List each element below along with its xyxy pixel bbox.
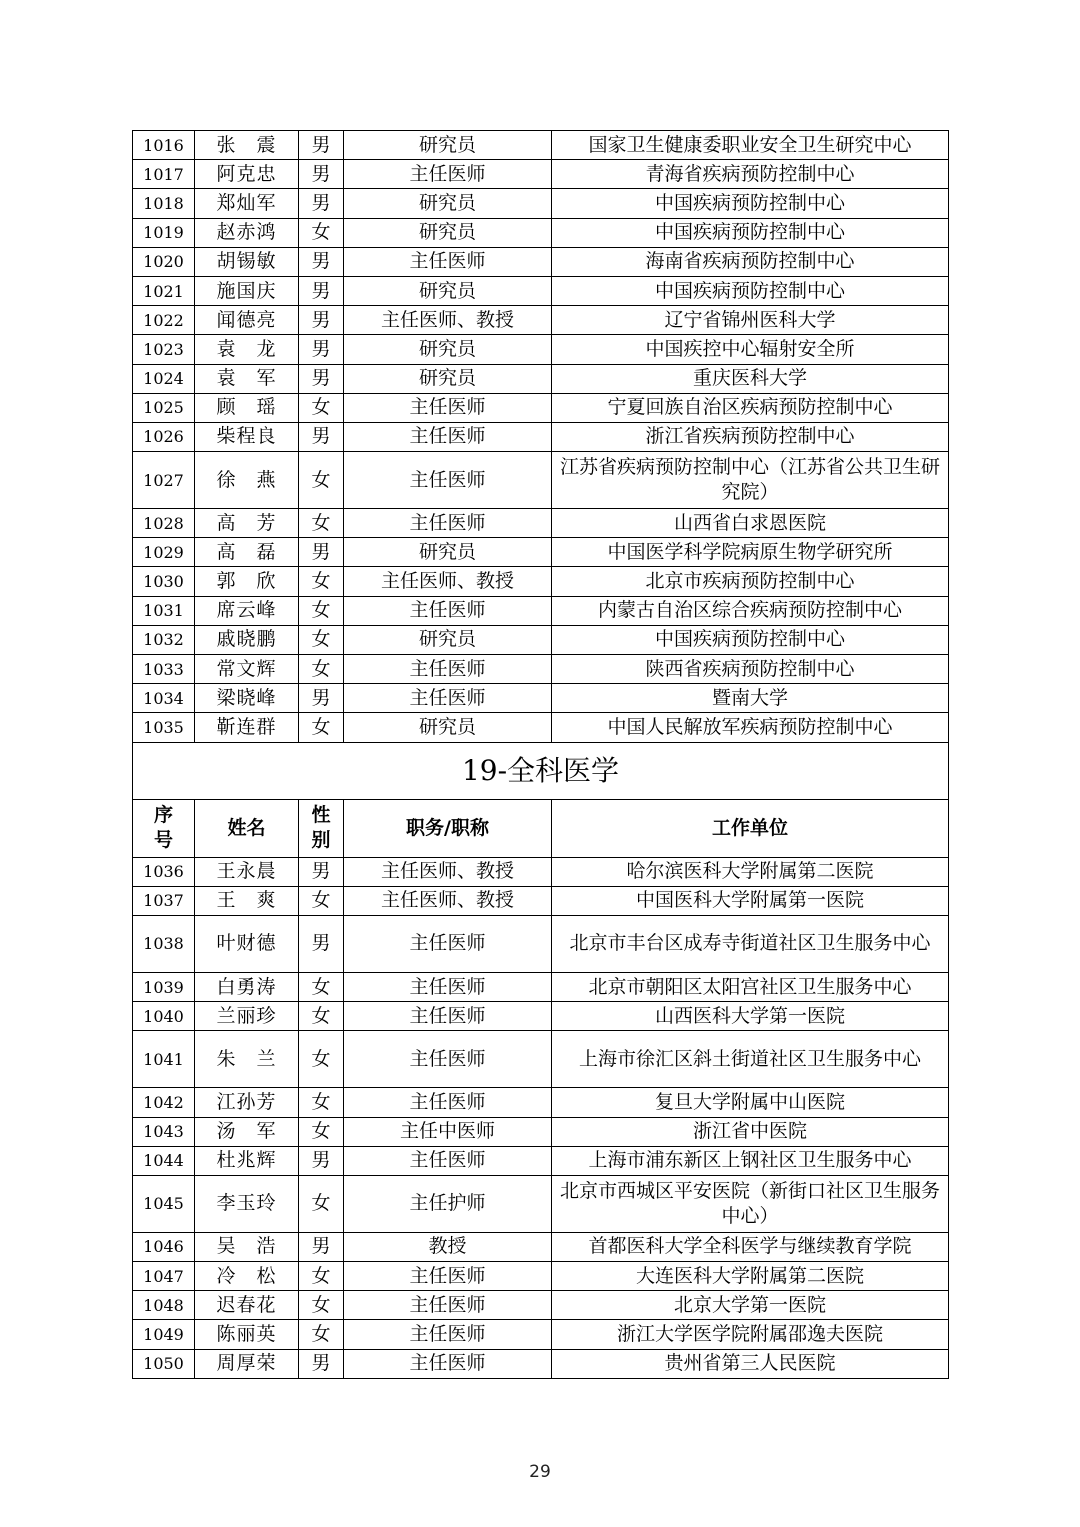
cell-no: 1020 bbox=[133, 247, 195, 276]
cell-name: 郑灿军 bbox=[195, 189, 299, 218]
cell-org: 山西医科大学第一医院 bbox=[552, 1002, 949, 1031]
cell-title: 主任医师 bbox=[344, 509, 552, 538]
table-row bbox=[133, 422, 949, 451]
table-row bbox=[133, 972, 949, 1001]
cell-name: 闻德亮 bbox=[195, 306, 299, 335]
cell-name: 白勇涛 bbox=[195, 972, 299, 1001]
cell-title: 主任医师 bbox=[344, 1088, 552, 1117]
cell-title: 主任医师、教授 bbox=[344, 306, 552, 335]
cell-sex: 女 bbox=[299, 625, 344, 654]
cell-name: 迟春花 bbox=[195, 1291, 299, 1320]
header-row bbox=[133, 799, 949, 857]
table-row bbox=[133, 393, 949, 422]
cell-no: 1030 bbox=[133, 567, 195, 596]
table-row bbox=[133, 538, 949, 567]
cell-no: 1047 bbox=[133, 1262, 195, 1291]
cell-no: 1024 bbox=[133, 364, 195, 393]
cell-title: 主任医师 bbox=[344, 1002, 552, 1031]
table-row bbox=[133, 1031, 949, 1088]
cell-sex: 女 bbox=[299, 1291, 344, 1320]
cell-org: 中国医学科学院病原生物学研究所 bbox=[552, 538, 949, 567]
cell-org: 哈尔滨医科大学附属第二医院 bbox=[552, 857, 949, 886]
cell-org: 中国疾病预防控制中心 bbox=[552, 625, 949, 654]
roster-body-part2 bbox=[133, 857, 949, 1378]
cell-org: 浙江省疾病预防控制中心 bbox=[552, 422, 949, 451]
table-row bbox=[133, 1002, 949, 1031]
cell-no: 1032 bbox=[133, 625, 195, 654]
cell-sex: 女 bbox=[299, 1117, 344, 1146]
table-row bbox=[133, 306, 949, 335]
cell-no: 1048 bbox=[133, 1291, 195, 1320]
cell-sex: 男 bbox=[299, 915, 344, 972]
cell-name: 徐 燕 bbox=[195, 452, 299, 509]
table-row bbox=[133, 596, 949, 625]
cell-no: 1029 bbox=[133, 538, 195, 567]
cell-no: 1021 bbox=[133, 276, 195, 305]
cell-org: 内蒙古自治区综合疾病预防控制中心 bbox=[552, 596, 949, 625]
header-no: 序号 bbox=[133, 799, 195, 857]
cell-org: 中国人民解放军疾病预防控制中心 bbox=[552, 713, 949, 742]
cell-name: 张 震 bbox=[195, 131, 299, 160]
table-row bbox=[133, 218, 949, 247]
cell-title: 主任医师 bbox=[344, 1031, 552, 1088]
cell-title: 研究员 bbox=[344, 538, 552, 567]
table-row bbox=[133, 247, 949, 276]
cell-title: 主任医师 bbox=[344, 915, 552, 972]
cell-sex: 男 bbox=[299, 1146, 344, 1175]
cell-sex: 男 bbox=[299, 857, 344, 886]
table-row bbox=[133, 189, 949, 218]
cell-sex: 女 bbox=[299, 218, 344, 247]
table-row bbox=[133, 713, 949, 742]
cell-org: 上海市浦东新区上钢社区卫生服务中心 bbox=[552, 1146, 949, 1175]
cell-org: 浙江省中医院 bbox=[552, 1117, 949, 1146]
cell-org: 宁夏回族自治区疾病预防控制中心 bbox=[552, 393, 949, 422]
cell-name: 袁 军 bbox=[195, 364, 299, 393]
cell-no: 1045 bbox=[133, 1175, 195, 1232]
cell-no: 1025 bbox=[133, 393, 195, 422]
cell-org: 浙江大学医学院附属邵逸夫医院 bbox=[552, 1320, 949, 1349]
cell-no: 1040 bbox=[133, 1002, 195, 1031]
cell-no: 1018 bbox=[133, 189, 195, 218]
cell-title: 研究员 bbox=[344, 218, 552, 247]
cell-org: 北京市朝阳区太阳宫社区卫生服务中心 bbox=[552, 972, 949, 1001]
table-row bbox=[133, 509, 949, 538]
header-sex: 性别 bbox=[299, 799, 344, 857]
cell-org: 海南省疾病预防控制中心 bbox=[552, 247, 949, 276]
cell-title: 主任医师 bbox=[344, 655, 552, 684]
cell-org: 首都医科大学全科医学与继续教育学院 bbox=[552, 1232, 949, 1261]
roster-body-part1 bbox=[133, 131, 949, 743]
table-row bbox=[133, 567, 949, 596]
cell-title: 教授 bbox=[344, 1232, 552, 1261]
cell-no: 1046 bbox=[133, 1232, 195, 1261]
cell-name: 赵赤鸿 bbox=[195, 218, 299, 247]
cell-no: 1038 bbox=[133, 915, 195, 972]
cell-name: 周厚荣 bbox=[195, 1349, 299, 1378]
cell-sex: 男 bbox=[299, 364, 344, 393]
cell-name: 常文辉 bbox=[195, 655, 299, 684]
cell-title: 主任医师 bbox=[344, 422, 552, 451]
cell-sex: 男 bbox=[299, 684, 344, 713]
cell-no: 1041 bbox=[133, 1031, 195, 1088]
cell-name: 王 爽 bbox=[195, 886, 299, 915]
cell-org: 国家卫生健康委职业安全卫生研究中心 bbox=[552, 131, 949, 160]
cell-title: 研究员 bbox=[344, 335, 552, 364]
cell-org: 贵州省第三人民医院 bbox=[552, 1349, 949, 1378]
cell-sex: 女 bbox=[299, 886, 344, 915]
table-row bbox=[133, 335, 949, 364]
cell-org: 中国疾病预防控制中心 bbox=[552, 276, 949, 305]
cell-no: 1036 bbox=[133, 857, 195, 886]
table-row bbox=[133, 886, 949, 915]
cell-name: 阿克忠 bbox=[195, 160, 299, 189]
cell-title: 主任医师 bbox=[344, 596, 552, 625]
cell-title: 主任医师 bbox=[344, 1262, 552, 1291]
cell-sex: 女 bbox=[299, 1088, 344, 1117]
cell-title: 研究员 bbox=[344, 276, 552, 305]
cell-sex: 女 bbox=[299, 1262, 344, 1291]
cell-title: 主任医师 bbox=[344, 247, 552, 276]
cell-name: 朱 兰 bbox=[195, 1031, 299, 1088]
cell-org: 陕西省疾病预防控制中心 bbox=[552, 655, 949, 684]
cell-title: 主任医师 bbox=[344, 1349, 552, 1378]
cell-org: 北京市疾病预防控制中心 bbox=[552, 567, 949, 596]
cell-name: 陈丽英 bbox=[195, 1320, 299, 1349]
cell-title: 主任中医师 bbox=[344, 1117, 552, 1146]
cell-sex: 女 bbox=[299, 713, 344, 742]
cell-org: 中国疾病预防控制中心 bbox=[552, 189, 949, 218]
cell-name: 兰丽珍 bbox=[195, 1002, 299, 1031]
cell-no: 1023 bbox=[133, 335, 195, 364]
cell-sex: 男 bbox=[299, 335, 344, 364]
cell-org: 大连医科大学附属第二医院 bbox=[552, 1262, 949, 1291]
cell-sex: 女 bbox=[299, 452, 344, 509]
cell-sex: 男 bbox=[299, 276, 344, 305]
cell-sex: 男 bbox=[299, 422, 344, 451]
cell-sex: 女 bbox=[299, 596, 344, 625]
cell-sex: 男 bbox=[299, 1349, 344, 1378]
cell-name: 席云峰 bbox=[195, 596, 299, 625]
cell-no: 1017 bbox=[133, 160, 195, 189]
cell-no: 1037 bbox=[133, 886, 195, 915]
page-number: 29 bbox=[529, 1462, 551, 1482]
cell-sex: 男 bbox=[299, 306, 344, 335]
table-row bbox=[133, 276, 949, 305]
cell-title: 主任护师 bbox=[344, 1175, 552, 1232]
cell-title: 主任医师、教授 bbox=[344, 886, 552, 915]
table-row bbox=[133, 1262, 949, 1291]
roster-table bbox=[132, 130, 949, 1379]
table-row bbox=[133, 1175, 949, 1232]
cell-sex: 男 bbox=[299, 538, 344, 567]
cell-no: 1033 bbox=[133, 655, 195, 684]
cell-no: 1026 bbox=[133, 422, 195, 451]
cell-org: 复旦大学附属中山医院 bbox=[552, 1088, 949, 1117]
cell-org: 中国疾控中心辐射安全所 bbox=[552, 335, 949, 364]
cell-sex: 男 bbox=[299, 189, 344, 218]
table-row bbox=[133, 1088, 949, 1117]
cell-no: 1049 bbox=[133, 1320, 195, 1349]
cell-title: 主任医师 bbox=[344, 160, 552, 189]
cell-org: 北京大学第一医院 bbox=[552, 1291, 949, 1320]
cell-title: 主任医师 bbox=[344, 972, 552, 1001]
cell-no: 1034 bbox=[133, 684, 195, 713]
table-row bbox=[133, 1349, 949, 1378]
cell-org: 山西省白求恩医院 bbox=[552, 509, 949, 538]
cell-name: 靳连群 bbox=[195, 713, 299, 742]
table-row bbox=[133, 915, 949, 972]
header-title: 职务/职称 bbox=[344, 799, 552, 857]
table-row bbox=[133, 160, 949, 189]
header-name: 姓名 bbox=[195, 799, 299, 857]
cell-no: 1028 bbox=[133, 509, 195, 538]
cell-sex: 女 bbox=[299, 1175, 344, 1232]
table-row bbox=[133, 1291, 949, 1320]
cell-org: 青海省疾病预防控制中心 bbox=[552, 160, 949, 189]
cell-title: 研究员 bbox=[344, 131, 552, 160]
cell-name: 李玉玲 bbox=[195, 1175, 299, 1232]
cell-title: 主任医师 bbox=[344, 393, 552, 422]
cell-sex: 女 bbox=[299, 567, 344, 596]
cell-no: 1016 bbox=[133, 131, 195, 160]
cell-title: 主任医师、教授 bbox=[344, 857, 552, 886]
cell-org: 北京市西城区平安医院（新街口社区卫生服务中心） bbox=[552, 1175, 949, 1232]
cell-title: 主任医师 bbox=[344, 452, 552, 509]
cell-org: 中国医科大学附属第一医院 bbox=[552, 886, 949, 915]
cell-org: 中国疾病预防控制中心 bbox=[552, 218, 949, 247]
header-org: 工作单位 bbox=[552, 799, 949, 857]
cell-org: 北京市丰台区成寿寺街道社区卫生服务中心 bbox=[552, 915, 949, 972]
cell-sex: 男 bbox=[299, 1232, 344, 1261]
cell-name: 汤 军 bbox=[195, 1117, 299, 1146]
cell-title: 主任医师、教授 bbox=[344, 567, 552, 596]
section-title: 19-全科医学 bbox=[133, 742, 949, 799]
table-row bbox=[133, 857, 949, 886]
cell-sex: 男 bbox=[299, 131, 344, 160]
table-row bbox=[133, 684, 949, 713]
cell-org: 江苏省疾病预防控制中心（江苏省公共卫生研究院） bbox=[552, 452, 949, 509]
cell-name: 袁 龙 bbox=[195, 335, 299, 364]
cell-name: 王永晨 bbox=[195, 857, 299, 886]
cell-no: 1022 bbox=[133, 306, 195, 335]
cell-title: 研究员 bbox=[344, 713, 552, 742]
cell-no: 1039 bbox=[133, 972, 195, 1001]
cell-name: 胡锡敏 bbox=[195, 247, 299, 276]
cell-sex: 男 bbox=[299, 160, 344, 189]
cell-name: 郭 欣 bbox=[195, 567, 299, 596]
table-row bbox=[133, 364, 949, 393]
table-row bbox=[133, 625, 949, 654]
table-row bbox=[133, 1117, 949, 1146]
cell-name: 施国庆 bbox=[195, 276, 299, 305]
cell-sex: 女 bbox=[299, 509, 344, 538]
cell-title: 主任医师 bbox=[344, 1146, 552, 1175]
table-row bbox=[133, 1320, 949, 1349]
cell-sex: 女 bbox=[299, 655, 344, 684]
cell-name: 叶财德 bbox=[195, 915, 299, 972]
cell-sex: 男 bbox=[299, 247, 344, 276]
cell-title: 主任医师 bbox=[344, 1291, 552, 1320]
section-block bbox=[133, 742, 949, 857]
cell-no: 1042 bbox=[133, 1088, 195, 1117]
cell-no: 1031 bbox=[133, 596, 195, 625]
cell-sex: 女 bbox=[299, 1002, 344, 1031]
cell-name: 冷 松 bbox=[195, 1262, 299, 1291]
cell-sex: 女 bbox=[299, 393, 344, 422]
section-title-row bbox=[133, 742, 949, 799]
cell-name: 顾 瑶 bbox=[195, 393, 299, 422]
cell-title: 研究员 bbox=[344, 189, 552, 218]
cell-no: 1027 bbox=[133, 452, 195, 509]
cell-org: 暨南大学 bbox=[552, 684, 949, 713]
cell-name: 高 磊 bbox=[195, 538, 299, 567]
cell-org: 重庆医科大学 bbox=[552, 364, 949, 393]
cell-name: 江孙芳 bbox=[195, 1088, 299, 1117]
cell-title: 研究员 bbox=[344, 364, 552, 393]
cell-no: 1035 bbox=[133, 713, 195, 742]
cell-name: 梁晓峰 bbox=[195, 684, 299, 713]
table-row bbox=[133, 131, 949, 160]
cell-no: 1043 bbox=[133, 1117, 195, 1146]
cell-title: 研究员 bbox=[344, 625, 552, 654]
cell-name: 柴程良 bbox=[195, 422, 299, 451]
cell-org: 上海市徐汇区斜土街道社区卫生服务中心 bbox=[552, 1031, 949, 1088]
cell-sex: 女 bbox=[299, 972, 344, 1001]
cell-name: 杜兆辉 bbox=[195, 1146, 299, 1175]
cell-sex: 女 bbox=[299, 1320, 344, 1349]
cell-title: 主任医师 bbox=[344, 684, 552, 713]
cell-no: 1050 bbox=[133, 1349, 195, 1378]
cell-title: 主任医师 bbox=[344, 1320, 552, 1349]
cell-org: 辽宁省锦州医科大学 bbox=[552, 306, 949, 335]
cell-no: 1044 bbox=[133, 1146, 195, 1175]
table-row bbox=[133, 1232, 949, 1261]
cell-name: 吴 浩 bbox=[195, 1232, 299, 1261]
table-row bbox=[133, 1146, 949, 1175]
cell-name: 戚晓鹏 bbox=[195, 625, 299, 654]
cell-name: 高 芳 bbox=[195, 509, 299, 538]
cell-sex: 女 bbox=[299, 1031, 344, 1088]
cell-no: 1019 bbox=[133, 218, 195, 247]
table-row bbox=[133, 655, 949, 684]
table-row bbox=[133, 452, 949, 509]
